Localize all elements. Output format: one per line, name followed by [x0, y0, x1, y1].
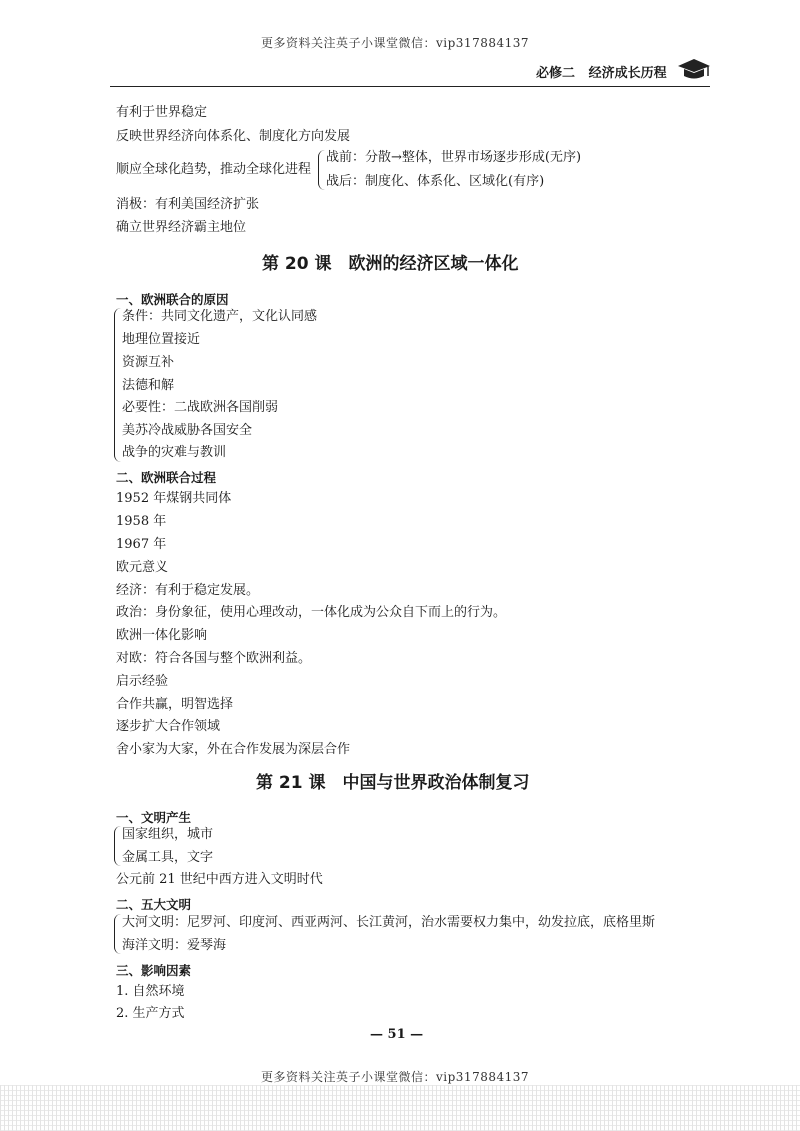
list-item: 国家组织，城市	[122, 827, 214, 842]
text-line: 消极：有利美国经济扩张	[116, 197, 260, 212]
header-title: 经济成长历程	[588, 66, 667, 81]
text-line: 顺应全球化趋势，推动全球化进程	[116, 162, 312, 177]
lesson-20-title: 第 20 课 欧洲的经济区域一体化	[262, 254, 519, 274]
watermark-top: 更多资料关注英子小课堂微信：vip317884137	[261, 36, 530, 50]
text-line: 对欧：符合各国与整个欧洲利益。	[116, 651, 312, 666]
text-line: 合作共赢，明智选择	[116, 697, 234, 712]
list-item: 法德和解	[122, 378, 175, 393]
text-line: 1967 年	[116, 537, 167, 552]
list-item: 地理位置接近	[122, 332, 201, 347]
list-item: 大河文明：尼罗河、印度河、西亚两河、长江黄河，治水需要权力集中，幼发拉底，底格里斯	[122, 915, 656, 930]
section-heading: 三、影响因素	[116, 963, 192, 978]
text-line: 逐步扩大合作领域	[116, 719, 221, 734]
text-line: 1958 年	[116, 514, 167, 529]
brace	[318, 150, 325, 190]
section-heading: 一、欧洲联合的原因	[116, 292, 229, 307]
text-line: 反映世界经济向体系化、制度化方向发展	[116, 129, 351, 144]
text-line: 确立世界经济霸主地位	[116, 220, 247, 235]
section-heading: 一、文明产生	[116, 810, 192, 825]
text-line: 舍小家为大家，外在合作发展为深层合作	[116, 742, 351, 757]
text-line: 战前：分散→整体，世界市场逐步形成(无序)	[326, 150, 582, 165]
list-item: 战争的灾难与教训	[122, 445, 227, 460]
page-number: — 51 —	[370, 1027, 424, 1042]
scan-noise	[0, 1085, 800, 1131]
text-line: 经济：有利于稳定发展。	[116, 583, 260, 598]
text-line: 2. 生产方式	[116, 1006, 185, 1021]
brace	[114, 826, 121, 866]
list-item: 条件：共同文化遗产，文化认同感	[122, 309, 318, 324]
brace	[114, 308, 121, 462]
text-line: 有利于世界稳定	[116, 105, 208, 120]
text-line: 1952 年煤钢共同体	[116, 491, 232, 506]
header-book: 必修二	[536, 66, 576, 81]
graduation-cap-icon	[676, 56, 712, 82]
watermark-bottom: 更多资料关注英子小课堂微信：vip317884137	[261, 1070, 530, 1084]
list-item: 必要性：二战欧洲各国削弱	[122, 400, 279, 415]
list-item: 资源互补	[122, 355, 175, 370]
header-rule	[110, 86, 710, 87]
text-line: 欧洲一体化影响	[116, 628, 208, 643]
text-line: 政治：身份象征，使用心理改动，一体化成为公众自下而上的行为。	[116, 605, 507, 620]
list-item: 美苏冷战威胁各国安全	[122, 423, 253, 438]
text-line: 战后：制度化、体系化、区域化(有序)	[326, 174, 545, 189]
section-heading: 二、欧洲联合过程	[116, 470, 217, 485]
section-heading: 二、五大文明	[116, 897, 192, 912]
list-item: 海洋文明：爱琴海	[122, 938, 227, 953]
brace	[114, 914, 121, 954]
text-line: 公元前 21 世纪中西方进入文明时代	[116, 872, 323, 887]
lesson-21-title: 第 21 课 中国与世界政治体制复习	[256, 773, 530, 793]
running-header	[536, 62, 667, 81]
list-item: 金属工具，文字	[122, 850, 214, 865]
text-line: 启示经验	[116, 674, 169, 689]
text-line: 欧元意义	[116, 560, 169, 575]
text-line: 1. 自然环境	[116, 984, 185, 999]
